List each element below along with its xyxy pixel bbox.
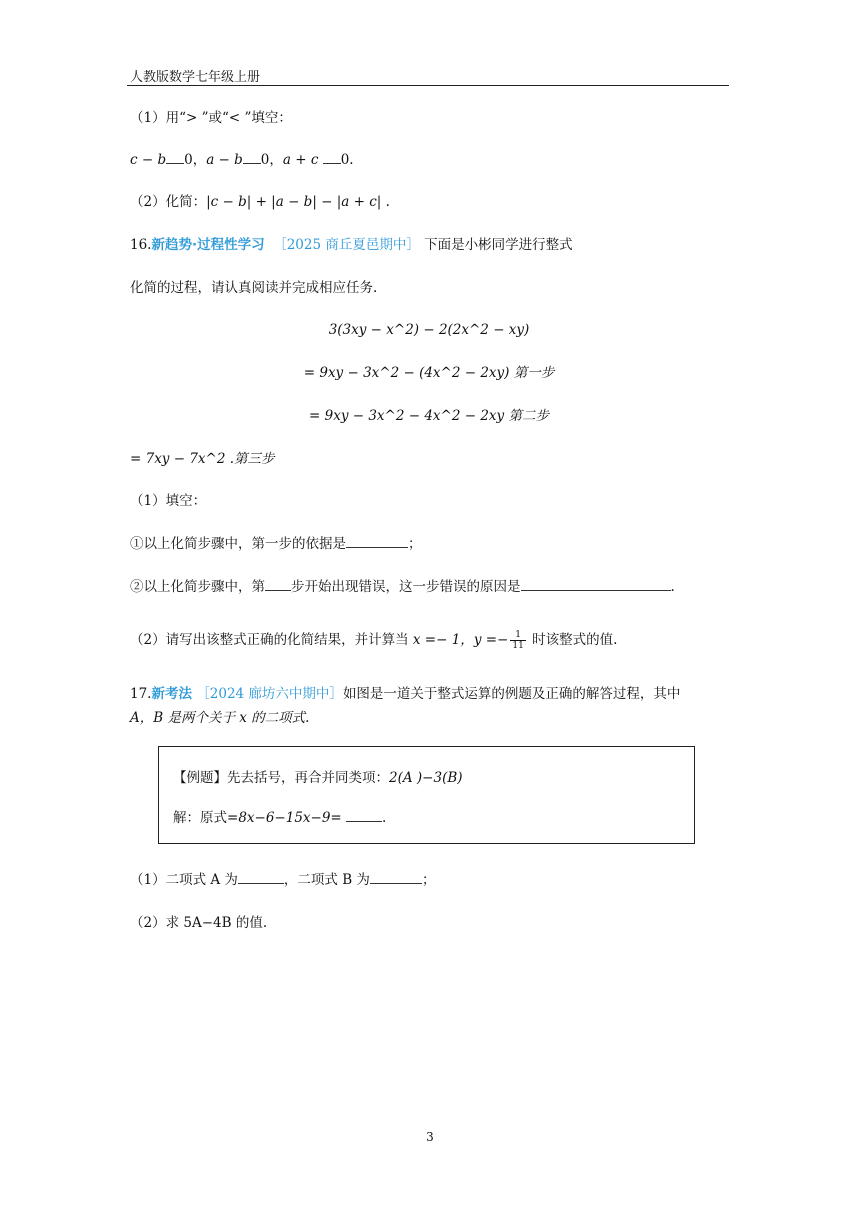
q16-answer-blank-1: [346, 535, 408, 548]
q17-title-line: [130, 685, 680, 703]
q16-answer-blank-2: [265, 578, 291, 591]
q17-intro1: 如图是一道关于整式运算的例题及正确的解答过程，其中: [342, 686, 681, 702]
q15-rel1-after: 0，: [184, 152, 207, 168]
q15-blank-2: [243, 151, 261, 164]
q16-step1: = 9xy − 3x^2 − (4x^2 − 2xy) 第一步: [303, 365, 555, 381]
fraction-numerator: 1: [510, 630, 525, 641]
q16-intro2: 化简的过程，请认真阅读并完成相应任务.: [130, 280, 378, 296]
example-expression: 2(A )−3(B): [389, 770, 463, 786]
q16-step2: = 9xy − 3x^2 − 4x^2 − 2xy 第二步: [309, 408, 549, 424]
q17-part2: （2）求 5A−4B 的值.: [130, 915, 268, 931]
q17-part1-a: （1）二项式 A 为: [130, 872, 238, 888]
solution-label: 解：原式=: [173, 810, 239, 826]
q16-part2-fraction: [510, 630, 525, 651]
q16-blank2-text-a: ②以上化简步骤中，第: [130, 579, 265, 595]
q16-blank2-line: [130, 578, 675, 596]
q16-source: ［2025 商丘夏邑期中］: [273, 237, 420, 253]
q15-rel2-after: 0，: [260, 152, 283, 168]
page-number: 3: [426, 1130, 434, 1144]
q16-part1-label: （1）填空：: [130, 493, 207, 509]
q15-blank-1: [166, 151, 184, 164]
q15-blank-3: [323, 151, 341, 164]
example-line-1: [173, 769, 463, 787]
q16-part2-x: x =− 1，: [412, 632, 474, 648]
example-line-2: [173, 809, 386, 827]
q16-blank1-text: ①以上化简步骤中，第一步的依据是: [130, 536, 346, 552]
q17-blank-B: [370, 871, 422, 884]
example-box: [158, 746, 695, 844]
q16-part2-line: [130, 630, 617, 651]
fraction-denominator: 11: [512, 641, 524, 651]
q17-number: 17.: [130, 686, 152, 702]
q17-source: ［2024 廊坊六中期中］: [196, 686, 343, 702]
q17-tag: 新考法: [151, 686, 192, 702]
q16-step3: = 7xy − 7x^2 .第三步: [130, 451, 275, 467]
q17-part1-b: ，二项式 B 为: [283, 872, 370, 888]
q16-step0: 3(3xy − x^2) − 2(2x^2 − xy): [328, 322, 530, 338]
q15-part2-label: （2）化简：: [130, 194, 207, 210]
example-heading: 【例题】先去括号，再合并同类项：: [173, 770, 389, 786]
q16-part2-text-b: 时该整式的值.: [527, 632, 618, 648]
q16-tag: 新趋势·过程性学习: [151, 237, 265, 253]
q16-blank1-end: ；: [408, 536, 422, 552]
q16-part2-text-a: （2）请写出该整式正确的化简结果，并计算当: [130, 632, 413, 648]
solution-blank: [346, 809, 382, 822]
q16-blank2-text-b: 步开始出现错误，这一步错误的原因是: [291, 579, 521, 595]
q16-title-line: [130, 236, 573, 254]
header-divider: [127, 85, 729, 86]
q15-expr-a-minus-b: a − b: [206, 152, 243, 168]
q16-blank2-end: .: [670, 579, 675, 595]
q16-blank1-line: [130, 535, 422, 553]
q15-rel3-after: 0.: [340, 152, 354, 168]
q16-answer-blank-3: [521, 578, 671, 591]
q15-expr-a-plus-c: a + c: [282, 152, 319, 168]
q15-expr-c-minus-b: c − b: [130, 152, 167, 168]
q16-part2-y: y =−: [473, 632, 509, 648]
solution-expression: 8x−6−15x−9=: [238, 810, 342, 826]
q16-intro1: 下面是小彬同学进行整式: [419, 237, 573, 253]
q17-part1-line: [130, 871, 435, 889]
document-header: 人教版数学七年级上册: [130, 70, 261, 85]
q15-part2-expr: |c − b| + |a − b| − |a + c|: [206, 194, 382, 210]
q15-comparison-line: [130, 151, 354, 169]
q17-blank-A: [238, 871, 284, 884]
q16-number: 16.: [130, 237, 152, 253]
solution-end: .: [382, 810, 387, 826]
q15-part2-line: [130, 193, 390, 211]
q17-intro2: A，B 是两个关于 x 的二项式.: [130, 710, 310, 726]
q15-part2-end: .: [381, 194, 390, 210]
q17-part1-end: ；: [421, 872, 436, 888]
q15-part1-label: （1）用“> ”或“< ”填空：: [130, 110, 292, 126]
